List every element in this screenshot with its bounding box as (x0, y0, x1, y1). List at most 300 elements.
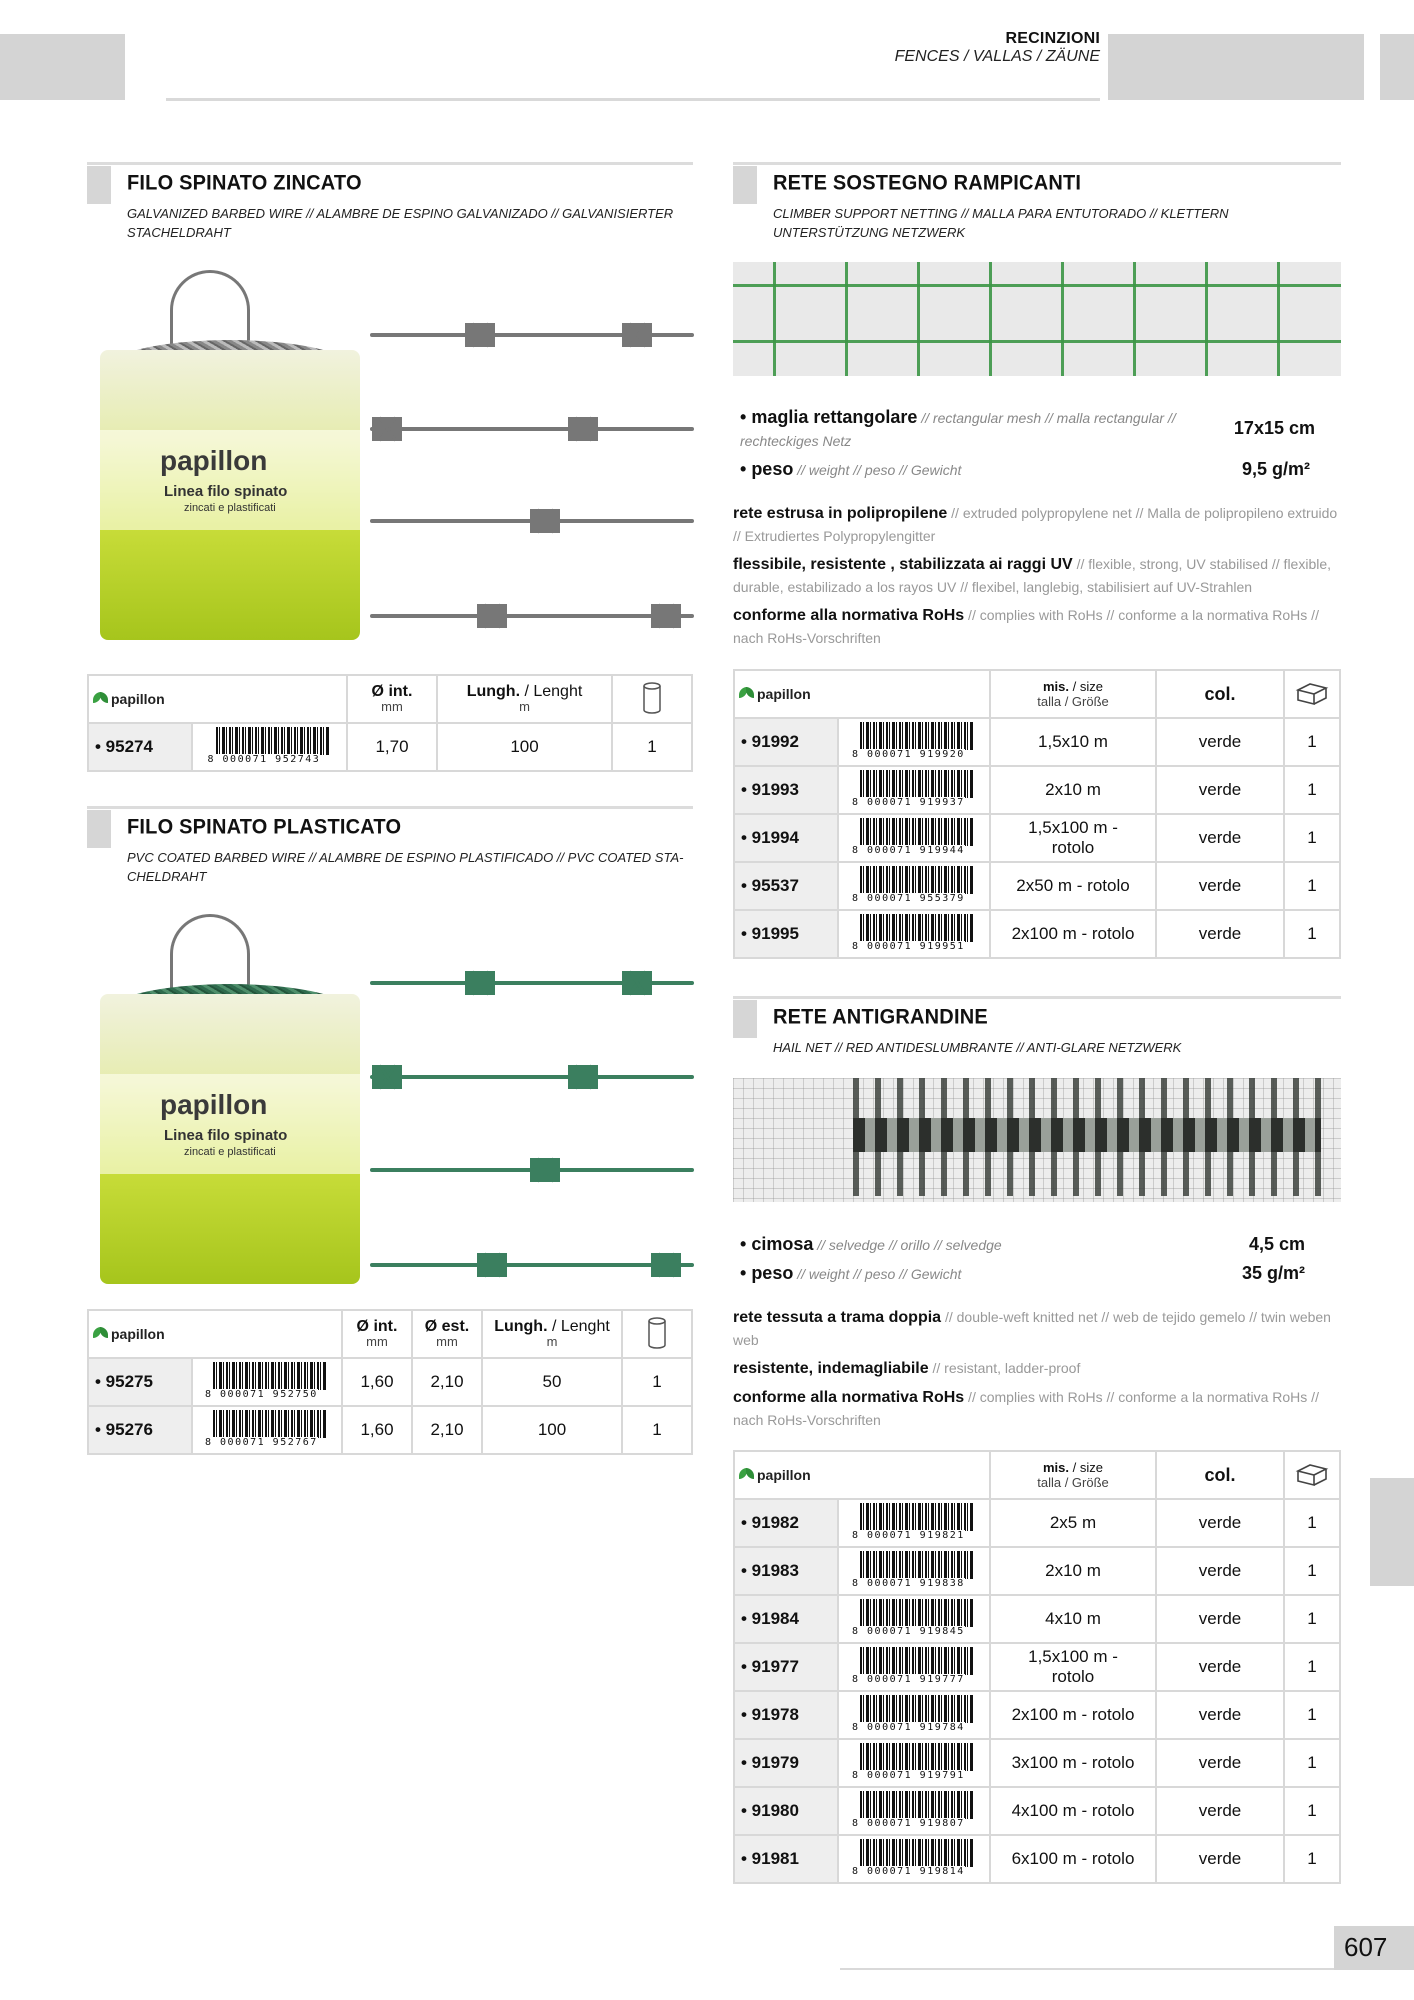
climber-spec-weight (740, 459, 1190, 480)
leaf-icon (739, 1468, 755, 1482)
spec-bullet: • (740, 459, 752, 479)
dest-value: 2,10 (412, 1406, 482, 1454)
spool-pack-icon (646, 1316, 668, 1350)
desc-line (733, 502, 1341, 547)
barcode-bars (860, 722, 974, 750)
qty-value: 1 (612, 723, 692, 771)
qty-value: 1 (1284, 766, 1340, 814)
color-value: verde (1156, 1547, 1284, 1595)
header-dint-label: Ø int. (356, 1318, 398, 1335)
desc-line (733, 604, 1341, 649)
leaf-icon (739, 687, 755, 701)
qty-value: 1 (622, 1406, 692, 1454)
spec-translation: // rectangular mesh // malla rectangular // rechteckiges Netz (740, 410, 1176, 449)
barcode (852, 912, 976, 952)
dint-value: 1,60 (342, 1358, 412, 1406)
barcode-cell (838, 1643, 990, 1691)
barcode (208, 725, 332, 765)
header-titles (800, 30, 1100, 66)
footer-rule (840, 1968, 1334, 1970)
product-code: • 95276 (88, 1406, 192, 1454)
barcode (205, 1408, 329, 1448)
barcode (852, 1693, 976, 1733)
barcode-cell (838, 814, 990, 862)
section-rule (733, 162, 1341, 165)
section-marker (87, 166, 111, 204)
barcode-number: 8 000071 919807 (852, 1817, 965, 1829)
section-rule (733, 996, 1341, 999)
desc-bold: flessibile, resistente , stabilizzata ai raggi UV (733, 556, 1073, 573)
spool-line1: Linea filo spinato (164, 1127, 288, 1144)
header-dint (347, 675, 437, 723)
hail-subtitle: HAIL NET // RED ANTIDESLUMBRANTE // ANTI-GLARE NETZWERK (773, 1040, 1182, 1055)
table-row (734, 718, 1340, 766)
section-rule (87, 806, 693, 809)
barbed-pvc-table (87, 1309, 693, 1455)
table-header-row (88, 1310, 692, 1358)
length-value: 100 (437, 723, 612, 771)
table-row (88, 1358, 692, 1406)
spec-bullet: • (740, 1234, 752, 1254)
table-header-row (734, 670, 1340, 718)
desc-bold: conforme alla normativa RoHs (733, 607, 965, 624)
wire-barb (477, 604, 507, 628)
desc-line (733, 1357, 1341, 1380)
product-code: • 91983 (734, 1547, 838, 1595)
wire-barb (651, 604, 681, 628)
barcode-number: 8 000071 919951 (852, 940, 965, 952)
barcode-cell (838, 1787, 990, 1835)
barcode-bars (216, 727, 330, 755)
barcode-number: 8 000071 955379 (852, 892, 965, 904)
brand-cell (734, 670, 990, 718)
barbed-pvc-section (87, 806, 693, 896)
package-icon (1294, 1461, 1330, 1487)
hail-table (733, 1450, 1341, 1884)
climber-section (733, 162, 1341, 252)
barcode-number: 8 000071 919920 (852, 748, 965, 760)
header-size-alt: / size (1069, 679, 1103, 694)
brand-cell (88, 1310, 342, 1358)
barcode-number: 8 000071 952767 (205, 1436, 318, 1448)
barcode-bars (860, 1551, 974, 1579)
brand-name: papillon (757, 685, 811, 702)
header-dest-unit: mm (436, 1334, 458, 1349)
page-number: 607 (1344, 1932, 1388, 1962)
header-length-unit: m (546, 1334, 558, 1349)
barcode (852, 768, 976, 808)
header-tab-left (0, 34, 125, 100)
barcode (852, 816, 976, 856)
header-size-alt: / size (1069, 1460, 1103, 1475)
hail-section (733, 996, 1341, 1066)
barcode-bars (860, 818, 974, 846)
wire-strand (370, 1075, 694, 1079)
spool-pack-icon (641, 681, 663, 715)
product-code: • 91978 (734, 1691, 838, 1739)
barbed-zinc-spool-image (100, 270, 360, 640)
barbed-zinc-table (87, 674, 693, 772)
length-value: 50 (482, 1358, 622, 1406)
barcode-cell (838, 910, 990, 958)
barcode-bars (860, 866, 974, 894)
qty-value: 1 (1284, 1739, 1340, 1787)
leaf-icon (93, 1327, 109, 1341)
barcode (852, 1597, 976, 1637)
barbed-pvc-subtitle: PVC COATED BARBED WIRE // ALAMBRE DE ESPINO PLASTIFICADO // PVC COATED STA- CHELDRAHT (127, 850, 684, 884)
leaf-icon (93, 692, 109, 706)
barcode-number: 8 000071 919791 (852, 1769, 965, 1781)
barcode-cell (838, 1835, 990, 1883)
barcode-bars (860, 1839, 974, 1867)
brand-name: papillon (111, 690, 165, 707)
qty-value: 1 (1284, 1835, 1340, 1883)
barcode (852, 1837, 976, 1877)
barcode (205, 1360, 329, 1400)
barcode (852, 1645, 976, 1685)
barcode-cell (192, 723, 347, 771)
barcode-number: 8 000071 952750 (205, 1388, 318, 1400)
header-rule (166, 98, 1100, 101)
header-size-label: mis. (1043, 679, 1070, 694)
spool-line2: zincati e plastificati (184, 502, 276, 514)
header-length-unit: m (519, 699, 530, 714)
barcode-cell (838, 862, 990, 910)
desc-translation: // extruded polypropylene net // Malla de polipropileno extruido // Extrudiertes Polypropylengitter (733, 505, 1338, 544)
color-value: verde (1156, 1691, 1284, 1739)
barbed-pvc-title: FILO SPINATO PLASTICATO (127, 815, 402, 839)
barcode-cell (838, 766, 990, 814)
header-size-label: mis. (1043, 1460, 1070, 1475)
header-dint-unit: mm (366, 1334, 388, 1349)
dint-value: 1,70 (347, 723, 437, 771)
wire-barb (622, 971, 652, 995)
size-value: 4x10 m (990, 1595, 1156, 1643)
barcode-number: 8 000071 919845 (852, 1625, 965, 1637)
climber-title: RETE SOSTEGNO RAMPICANTI (773, 171, 1082, 195)
barcode (852, 1789, 976, 1829)
barcode (852, 864, 976, 904)
hail-description (733, 1306, 1341, 1431)
product-code: • 91979 (734, 1739, 838, 1787)
wire-strand (370, 427, 694, 431)
table-row (734, 1595, 1340, 1643)
table-row (88, 1406, 692, 1454)
product-code: • 91980 (734, 1787, 838, 1835)
spec-label: maglia rettangolare (751, 407, 918, 427)
color-value: verde (1156, 1499, 1284, 1547)
spec-translation: // weight // peso // Gewicht (793, 462, 962, 478)
spec-bullet: • (740, 1263, 752, 1283)
barcode-bars (860, 1647, 974, 1675)
size-value: 4x100 m - rotolo (990, 1787, 1156, 1835)
color-value: verde (1156, 766, 1284, 814)
barcode (852, 1501, 976, 1541)
spec-bullet: • (740, 407, 752, 427)
table-header-row (88, 675, 692, 723)
desc-line (733, 1386, 1341, 1431)
product-code: • 91995 (734, 910, 838, 958)
wire-barb (477, 1253, 507, 1277)
size-value: 2x100 m - rotolo (990, 1691, 1156, 1739)
brand-name: papillon (111, 1325, 165, 1342)
table-row (734, 1547, 1340, 1595)
spec-label: peso (751, 459, 794, 479)
product-code: • 91993 (734, 766, 838, 814)
qty-value: 1 (1284, 814, 1340, 862)
header-length-label: Lungh. (466, 683, 521, 700)
desc-translation: // complies with RoHs // conforme a la normativa RoHs // nach RoHs-Vorschriften (733, 1389, 1319, 1428)
product-code: • 95537 (734, 862, 838, 910)
wire-barb (530, 1158, 560, 1182)
table-row (734, 1739, 1340, 1787)
barcode-number: 8 000071 919937 (852, 796, 965, 808)
header-qty (612, 675, 692, 723)
table-row (734, 1643, 1340, 1691)
brand-logo (739, 687, 985, 702)
wire-strand (370, 614, 694, 618)
header-dint-label: Ø int. (371, 683, 413, 700)
barcode-number: 8 000071 919838 (852, 1577, 965, 1589)
net-selvedge-band (853, 1118, 1321, 1152)
desc-translation: // complies with RoHs // conforme a la normativa RoHs // nach RoHs-Vorschriften (733, 607, 1319, 646)
color-value: verde (1156, 1643, 1284, 1691)
header-size (990, 1451, 1156, 1499)
hail-spec-selvedge-value: 4,5 cm (1248, 1234, 1305, 1254)
size-value: 6x100 m - rotolo (990, 1835, 1156, 1883)
barcode (852, 1741, 976, 1781)
barcode-bars (860, 770, 974, 798)
header-length-label: Lungh. (494, 1318, 548, 1335)
climber-subtitle: CLIMBER SUPPORT NETTING // MALLA PARA ENTUTORADO // KLETTERN UNTERSTÜTZUNG NETZWERK (773, 206, 1229, 240)
product-code: • 91977 (734, 1643, 838, 1691)
header-size-line2: talla / Größe (1037, 694, 1109, 709)
table-row (734, 910, 1340, 958)
color-value: verde (1156, 910, 1284, 958)
header-tab-edge (1380, 34, 1414, 100)
spec-label: peso (751, 1263, 794, 1283)
size-value: 2x50 m - rotolo (990, 862, 1156, 910)
table-row (734, 1499, 1340, 1547)
desc-bold: conforme alla normativa RoHs (733, 1389, 965, 1406)
size-value: 1,5x100 m - rotolo (990, 814, 1156, 862)
hail-title: RETE ANTIGRANDINE (773, 1005, 988, 1029)
package-icon (1294, 680, 1330, 706)
spool-line2: zincati e plastificati (184, 1146, 276, 1158)
brand-cell (88, 675, 347, 723)
header-size-line2: talla / Größe (1037, 1475, 1109, 1490)
table-header-row (734, 1451, 1340, 1499)
barbed-zinc-subtitle: GALVANIZED BARBED WIRE // ALAMBRE DE ESPINO GALVANIZADO // GALVANISIERTER STACHELDRAHT (127, 206, 674, 240)
barcode (852, 1549, 976, 1589)
spool-brand: papillon (160, 1089, 268, 1120)
brand-logo (93, 1327, 337, 1342)
qty-value: 1 (1284, 1595, 1340, 1643)
climber-description (733, 502, 1341, 649)
climber-spec-mesh-value: 17x15 cm (1233, 418, 1315, 438)
barcode-bars (860, 1599, 974, 1627)
spec-translation: // selvedge // orillo // selvedge (813, 1237, 1002, 1253)
product-code: • 91994 (734, 814, 838, 862)
spool-brand: papillon (160, 445, 268, 476)
barcode-bars (860, 1791, 974, 1819)
barcode (852, 720, 976, 760)
wire-barb (568, 1065, 598, 1089)
desc-bold: rete estrusa in polipropilene (733, 505, 948, 522)
section-title: RECINZIONI (1005, 30, 1100, 47)
spec-translation: // weight // peso // Gewicht (793, 1266, 962, 1282)
table-row (88, 723, 692, 771)
desc-bold: resistente, indemagliabile (733, 1360, 929, 1377)
barbed-pvc-spool-image (100, 914, 360, 1284)
hail-spec-weight-value: 35 g/m² (1241, 1263, 1305, 1283)
size-value: 2x100 m - rotolo (990, 910, 1156, 958)
hail-net-image (733, 1078, 1341, 1202)
header-col: col. (1156, 670, 1284, 718)
wire-barb (568, 417, 598, 441)
wire-strand (370, 1263, 694, 1267)
color-value: verde (1156, 814, 1284, 862)
color-value: verde (1156, 1739, 1284, 1787)
size-value: 2x10 m (990, 1547, 1156, 1595)
barcode-cell (192, 1406, 342, 1454)
barcode-bars (860, 1743, 974, 1771)
barcode-number: 8 000071 919814 (852, 1865, 965, 1877)
qty-value: 1 (1284, 862, 1340, 910)
desc-translation: // resistant, ladder-proof (928, 1360, 1081, 1376)
table-row (734, 1835, 1340, 1883)
desc-line (733, 1306, 1341, 1351)
side-thumb-tab (1370, 1478, 1414, 1586)
spool-line1: Linea filo spinato (164, 483, 288, 500)
barcode-cell (192, 1358, 342, 1406)
header-length-alt: / Lenght (520, 683, 583, 700)
wire-barb (465, 971, 495, 995)
header-dest (412, 1310, 482, 1358)
dest-value: 2,10 (412, 1358, 482, 1406)
header-qty (622, 1310, 692, 1358)
wire-barb (465, 323, 495, 347)
barbed-zinc-section (87, 162, 693, 252)
barcode-number: 8 000071 919821 (852, 1529, 965, 1541)
climber-spec-weight-value: 9,5 g/m² (1241, 459, 1310, 479)
wire-barb (622, 323, 652, 347)
qty-value: 1 (1284, 1787, 1340, 1835)
size-value: 2x10 m (990, 766, 1156, 814)
product-code: • 91981 (734, 1835, 838, 1883)
barcode-number: 8 000071 919784 (852, 1721, 965, 1733)
header-dest-label: Ø est. (424, 1318, 470, 1335)
brand-logo (739, 1468, 985, 1483)
table-row (734, 814, 1340, 862)
header-tab-right (1108, 34, 1364, 100)
qty-value: 1 (1284, 1643, 1340, 1691)
size-value: 1,5x100 m - rotolo (990, 1643, 1156, 1691)
size-value: 3x100 m - rotolo (990, 1739, 1156, 1787)
section-marker (87, 810, 111, 848)
product-code: • 91984 (734, 1595, 838, 1643)
hail-spec-selvedge (740, 1234, 1190, 1255)
size-value: 1,5x10 m (990, 718, 1156, 766)
barcode-bars (860, 914, 974, 942)
table-row (734, 1691, 1340, 1739)
climber-spec-mesh (740, 406, 1190, 452)
net-grid (733, 262, 1341, 376)
barcode-number: 8 000071 919777 (852, 1673, 965, 1685)
hail-spec-weight (740, 1263, 1190, 1284)
qty-value: 1 (1284, 910, 1340, 958)
header-dint (342, 1310, 412, 1358)
color-value: verde (1156, 1595, 1284, 1643)
spec-label: cimosa (751, 1234, 814, 1254)
header-qty (1284, 1451, 1340, 1499)
product-code: • 95275 (88, 1358, 192, 1406)
size-value: 2x5 m (990, 1499, 1156, 1547)
header-length (482, 1310, 622, 1358)
barcode-bars (860, 1503, 974, 1531)
barcode-cell (838, 1547, 990, 1595)
wire-barb (372, 1065, 402, 1089)
qty-value: 1 (1284, 1691, 1340, 1739)
desc-line (733, 553, 1341, 598)
brand-cell (734, 1451, 990, 1499)
header-dint-unit: mm (381, 699, 403, 714)
color-value: verde (1156, 862, 1284, 910)
climber-net-image (733, 262, 1341, 376)
qty-value: 1 (622, 1358, 692, 1406)
product-code: • 91982 (734, 1499, 838, 1547)
barcode-cell (838, 1691, 990, 1739)
wire-barb (530, 509, 560, 533)
barbed-zinc-title: FILO SPINATO ZINCATO (127, 171, 362, 195)
section-marker (733, 166, 757, 204)
barcode-number: 8 000071 952743 (207, 753, 321, 765)
desc-bold: rete tessuta a trama doppia (733, 1309, 942, 1326)
dint-value: 1,60 (342, 1406, 412, 1454)
table-row (734, 766, 1340, 814)
climber-table (733, 669, 1341, 959)
barcode-bars (860, 1695, 974, 1723)
qty-value: 1 (1284, 718, 1340, 766)
qty-value: 1 (1284, 1499, 1340, 1547)
section-marker (733, 1000, 757, 1038)
qty-value: 1 (1284, 1547, 1340, 1595)
header-qty (1284, 670, 1340, 718)
barcode-cell (838, 1595, 990, 1643)
wire-barb (651, 1253, 681, 1277)
color-value: verde (1156, 1787, 1284, 1835)
header-col: col. (1156, 1451, 1284, 1499)
desc-translation: // flexible, strong, UV stabilised // flexible, durable, estabilizado a los rayos UV // flexibel, langlebig, stabilisiert auf UV-Strahlen (733, 556, 1332, 595)
brand-logo (93, 692, 342, 707)
barcode-number: 8 000071 919944 (852, 844, 965, 856)
barcode-cell (838, 718, 990, 766)
barcode-bars (213, 1362, 327, 1390)
length-value: 100 (482, 1406, 622, 1454)
header-size (990, 670, 1156, 718)
table-row (734, 1787, 1340, 1835)
wire-barb (372, 417, 402, 441)
color-value: verde (1156, 1835, 1284, 1883)
barcode-cell (838, 1739, 990, 1787)
table-row (734, 862, 1340, 910)
product-code: • 95274 (88, 723, 192, 771)
barcode-cell (838, 1499, 990, 1547)
barcode-bars (213, 1410, 327, 1438)
product-code: • 91992 (734, 718, 838, 766)
color-value: verde (1156, 718, 1284, 766)
header-length-alt: / Lenght (547, 1318, 610, 1335)
